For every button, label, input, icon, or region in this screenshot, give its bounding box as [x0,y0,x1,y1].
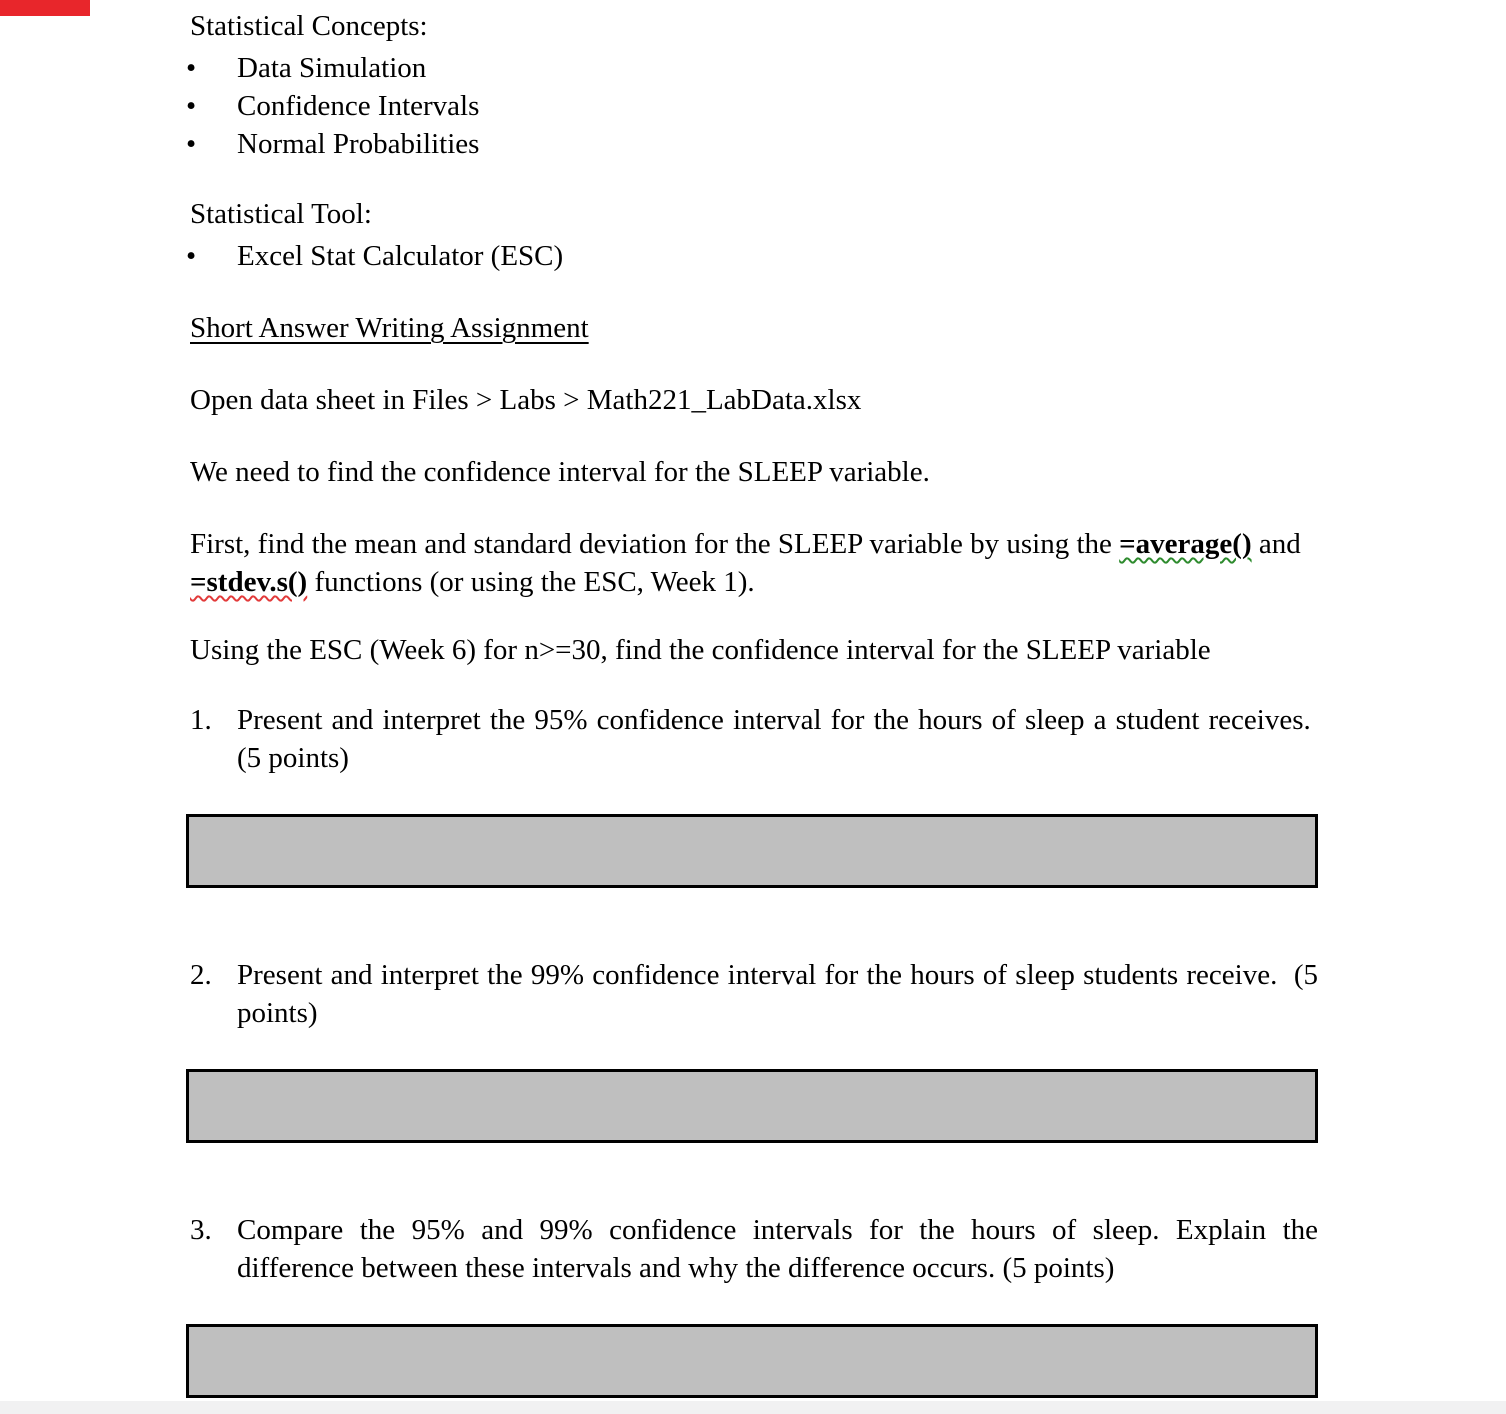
question-number: 3. [190,1214,212,1246]
question-text: Compare the 95% and 99% confidence intervals for the hours of sleep. Explain the difference between these intervals and why the difference occurs. (5 points) [237,1214,1318,1284]
tool-heading: Statistical Tool: [190,198,372,230]
tool-list [186,237,1318,275]
bullet-icon: • [186,52,197,84]
stdev-function: =stdev.s() [190,566,308,598]
concepts-heading: Statistical Concepts: [190,10,428,42]
list-item [186,49,1318,87]
question-2 [190,956,1318,1032]
list-item [186,87,1318,125]
question-number: 1. [190,704,212,736]
assignment-heading [190,309,1318,347]
bullet-icon: • [186,128,197,160]
using-esc-line: Using the ESC (Week 6) for n>=30, find the confidence interval for the SLEEP variable [190,634,1211,666]
open-data-line: Open data sheet in Files > Labs > Math221_LabData.xlsx [190,384,862,416]
bullet-label: Data Simulation [237,52,427,84]
functions-pre: First, find the mean and standard deviation for the SLEEP variable by using the [190,528,1120,560]
question-text: Present and interpret the 99% confidence interval for the hours of sleep students receive. (5 points) [237,959,1318,1029]
functions-joiner: and [1251,528,1301,560]
list-item [186,125,1318,163]
question-text: Present and interpret the 95% confidence interval for the hours of sleep a student receives. (5 points) [237,704,1318,774]
bullet-icon: • [186,240,197,272]
answer-box-2[interactable] [186,1069,1318,1143]
question-number: 2. [190,959,212,991]
page-bottom-edge [0,1401,1506,1414]
answer-box-1[interactable] [186,814,1318,888]
bullet-label: Excel Stat Calculator (ESC) [237,240,564,272]
assignment-heading-text: Short Answer Writing Assignment [190,312,589,344]
bullet-icon: • [186,90,197,122]
concepts-list [186,49,1318,163]
functions-post: functions (or using the ESC, Week 1). [307,566,755,598]
question-3 [190,1211,1318,1287]
average-function: =average() [1119,528,1252,560]
goal-line: We need to find the confidence interval for the SLEEP variable. [190,456,930,488]
answer-box-3[interactable] [186,1324,1318,1398]
question-1 [190,701,1318,777]
bullet-label: Confidence Intervals [237,90,480,122]
corner-marker [0,0,90,16]
bullet-label: Normal Probabilities [237,128,480,160]
functions-paragraph [190,525,1318,601]
list-item [186,237,1318,275]
document-content [186,0,1318,1398]
